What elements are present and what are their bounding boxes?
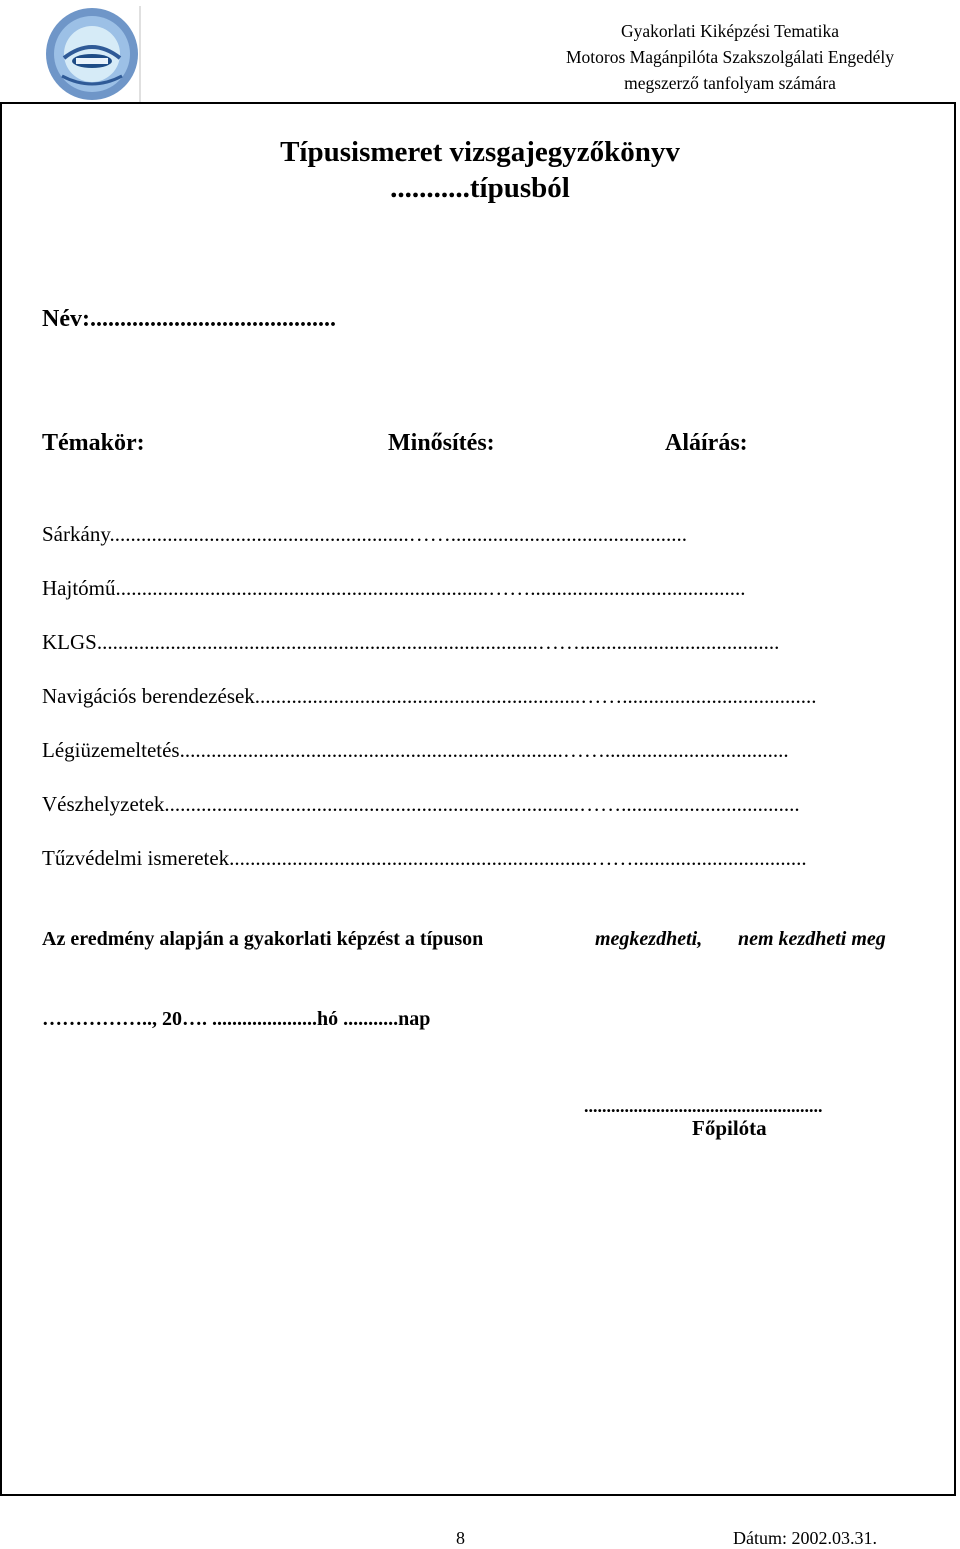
document-header (560, 18, 900, 96)
topic-row-klgs: KLGS....................................................................................……...................................... (42, 630, 780, 654)
result-statement: Az eredmény alapján a gyakorlati képzést a típuson (42, 928, 484, 950)
footer-date: Dátum: 2002.03.31. (733, 1528, 877, 1548)
topic-row-operations: Légiüzemeltetés.........................................................................……................................... (42, 738, 789, 762)
rating-column-header: Minősítés: (388, 430, 495, 456)
form-title: Típusismeret vizsgajegyzőkönyv (280, 136, 680, 168)
date-line: …………….., 20…. .....................hó ...........nap (42, 1008, 431, 1030)
chief-pilot-label: Főpilóta (692, 1116, 767, 1140)
name-field: Név:......................................... (42, 306, 336, 332)
result-option-not-start: nem kezdheti meg (738, 928, 886, 950)
header-line-2: Motoros Magánpilóta Szakszolgálati Engedély (565, 47, 895, 67)
header-line-1: Gyakorlati Kiképzési Tematika (620, 21, 840, 41)
topic-row-airframe: Sárkány.........................................................……............................................. (42, 522, 687, 546)
form-subtitle: ...........típusból (390, 172, 570, 204)
topic-row-engine: Hajtómű.......................................................................……......................................... (42, 576, 746, 600)
topic-row-navigation: Navigációs berendezések..............................................................……..................................... (42, 684, 817, 708)
topic-row-fire-protection: Tűzvédelmi ismeretek.....................................................................……................................. (42, 846, 807, 870)
page-number: 8 (456, 1528, 465, 1548)
school-logo-seal (42, 6, 142, 104)
signature-column-header: Aláírás: (665, 430, 748, 456)
topic-column-header: Témakör: (42, 430, 145, 456)
topic-row-emergencies: Vészhelyzetek...............................................................................…….................................. (42, 792, 800, 816)
header-line-3: megszerző tanfolyam számára (624, 73, 836, 93)
signature-line: ..................................................... (584, 1096, 823, 1116)
result-option-start: megkezdheti, (595, 928, 703, 950)
